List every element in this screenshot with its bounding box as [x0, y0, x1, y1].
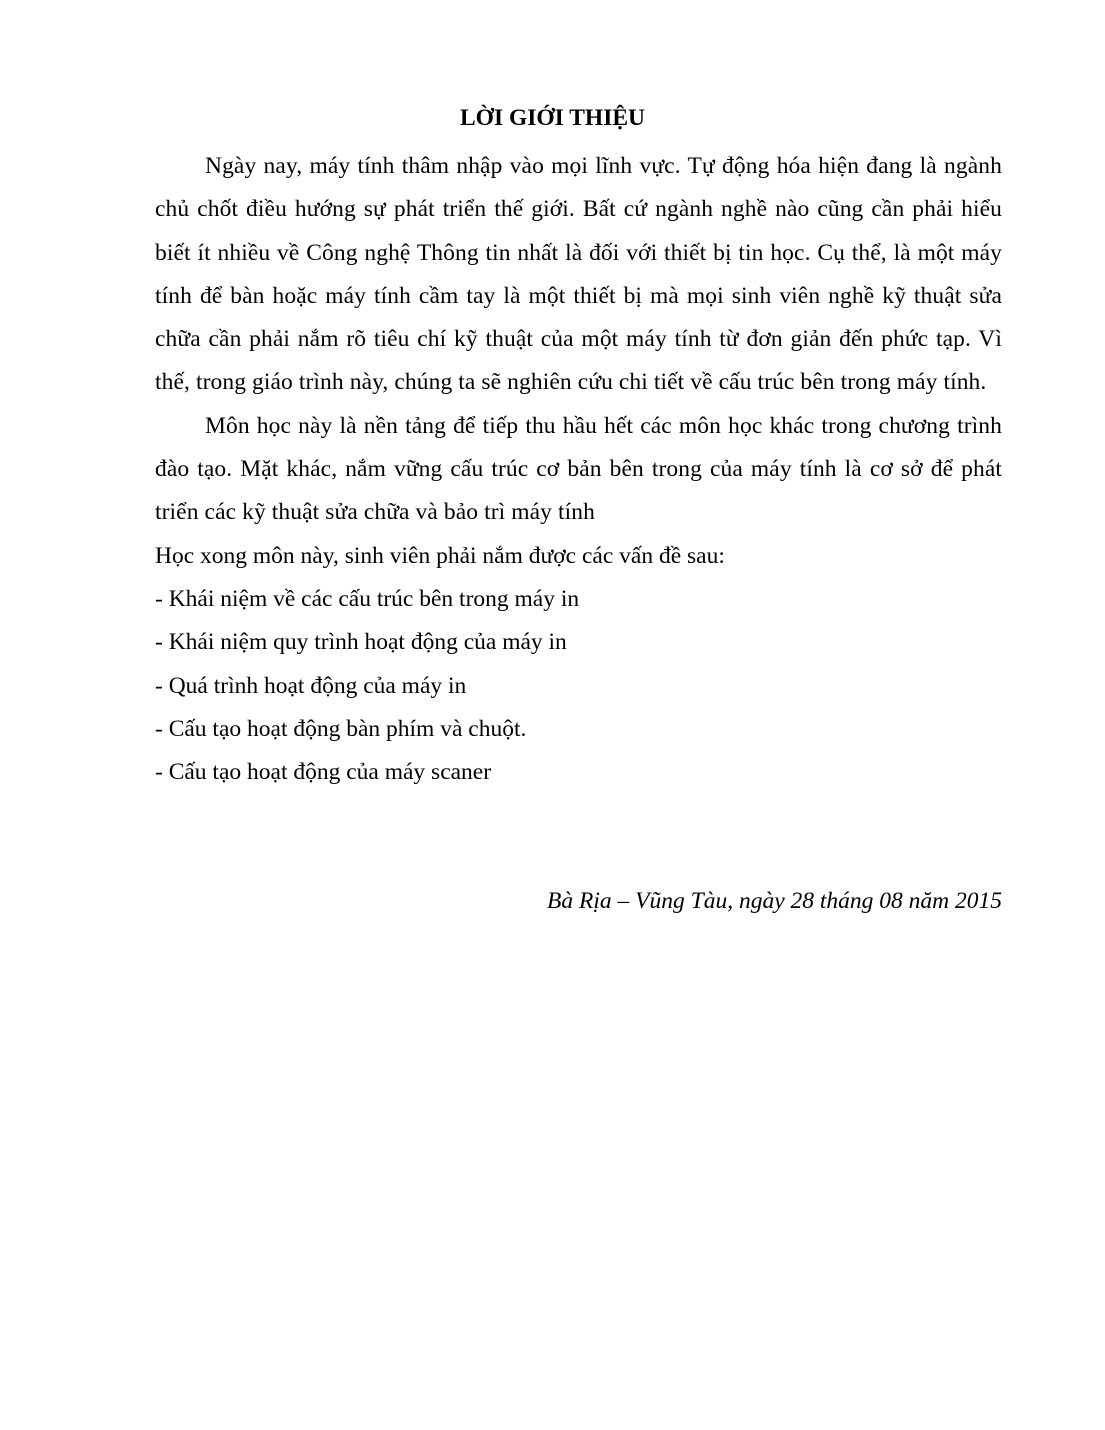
- paragraph-intro: Ngày nay, máy tính thâm nhập vào mọi lĩnh vực. Tự động hóa hiện đang là ngành chủ chốt điều hướng sự phát triển thế giới. Bất cứ ngành nghề nào cũng cần phải hiểu biết ít nhiều về Công nghệ Thông tin nhất là đối với thiết bị tin học. Cụ thể, là một máy tính để bàn hoặc máy tính cầm tay là một thiết bị mà mọi sinh viên nghề kỹ thuật sửa chữa cần phải nắm rõ tiêu chí kỹ thuật của một máy tính từ đơn giản đến phức tạp. Vì thế, trong giáo trình này, chúng ta sẽ nghiên cứu chi tiết về cấu trúc bên trong máy tính.: [155, 153, 1002, 396]
- page-title: LỜI GIỚI THIỆU: [459, 105, 646, 131]
- objective-item: - Cấu tạo hoạt động bàn phím và chuột.: [155, 715, 527, 742]
- place-date-signoff: Bà Rịa – Vũng Tàu, ngày 28 tháng 08 năm 2015: [547, 888, 1002, 914]
- objective-item: - Khái niệm quy trình hoạt động của máy in: [155, 629, 567, 656]
- paragraph-course: Môn học này là nền tảng để tiếp thu hầu hết các môn học khác trong chương trình đào tạo. Mặt khác, nắm vững cấu trúc cơ bản bên trong của máy tính là cơ sở để phát triển các kỹ thuật sửa chữa và bảo trì máy tính: [155, 412, 1002, 526]
- objective-item: - Khái niệm về các cấu trúc bên trong máy in: [155, 585, 580, 612]
- document-body: [155, 145, 1002, 794]
- objectives-intro: Học xong môn này, sinh viên phải nắm được các vấn đề sau:: [155, 542, 725, 569]
- objective-item: - Cấu tạo hoạt động của máy scaner: [155, 759, 492, 786]
- objective-item: - Quá trình hoạt động của máy in: [155, 672, 467, 699]
